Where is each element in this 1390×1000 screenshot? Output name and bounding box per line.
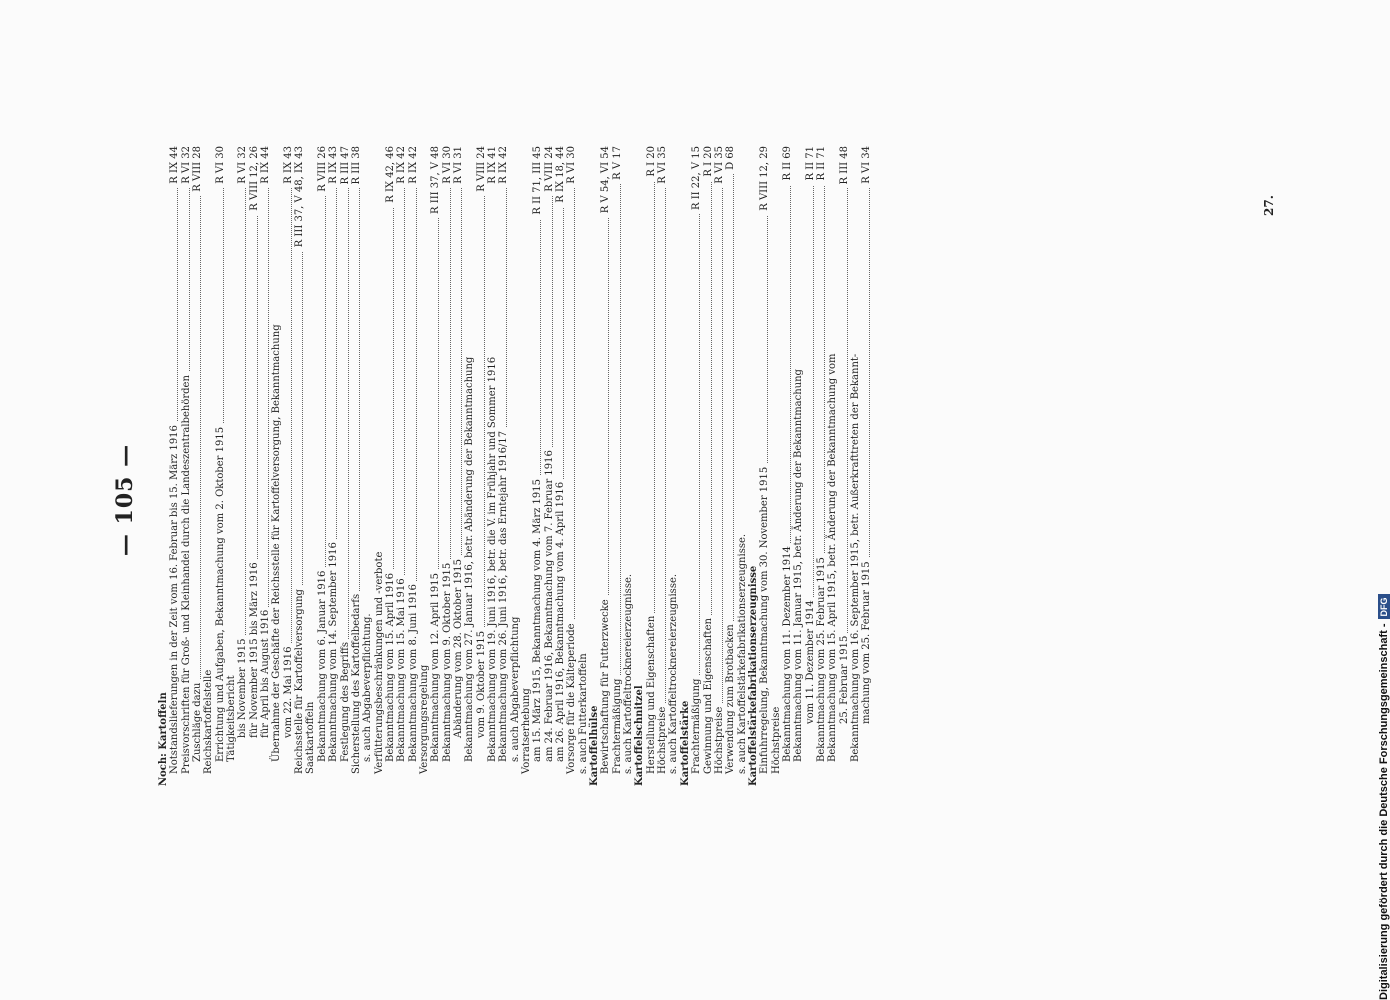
entry-reference: R II 71: [816, 146, 827, 185]
entry-reference: R IX 41: [487, 146, 498, 188]
entry-text: Bekanntmachung vom 15. April 1916: [385, 570, 396, 762]
entry-text: Bekanntmachung vom 9. Oktober 1915: [442, 560, 453, 762]
index-entry: [317, 146, 328, 786]
entry-text: Reichskartoffelstelle: [203, 667, 214, 774]
index-entry: [703, 146, 714, 786]
entry-reference: R IX 42: [408, 146, 419, 188]
entry-reference: R IX 44: [260, 146, 271, 188]
entry-text: Vorsorge für die Kälteperiode: [566, 620, 577, 774]
entry-text: vom 9. Oktober 1915: [476, 628, 487, 738]
entry-reference: R II 71, III 45: [532, 146, 543, 219]
index-entry: [430, 146, 441, 786]
entry-text: Bekanntmachung vom 26. Juni 1916, betr. das Erntejahr 1916/17: [498, 428, 509, 762]
entry-reference: R VIII 26: [317, 146, 328, 196]
entry-reference: R VI 30: [215, 146, 226, 188]
entry-text: Kartoffelstärke: [680, 698, 691, 786]
entry-text: Verwendung zum Brotbacken: [725, 621, 736, 774]
index-entry: [555, 146, 566, 786]
entry-reference: R IX 42, 46: [385, 146, 396, 207]
entry-text: Bekanntmachung vom 15. April 1915, betr. Änderung der Bekanntmachung vom: [827, 351, 838, 763]
entry-text: Reichsstelle für Kartoffelversorgung: [294, 586, 305, 774]
index-entry: [181, 146, 192, 786]
index-entry: [442, 146, 453, 786]
entry-text: vom 11. Dezember 1914: [805, 597, 816, 724]
index-entry: [657, 146, 668, 786]
page-number: — 105 —: [112, 443, 138, 557]
index-entry: [600, 146, 611, 786]
entry-text: Kartoffelstärkefabrikationserzeugnisse: [748, 563, 759, 786]
index-entry: [328, 146, 339, 786]
index-entry: [623, 146, 634, 786]
entry-reference: R II 22, V 15: [691, 146, 702, 214]
entry-text: Noch: Kartoffeln: [158, 689, 169, 786]
entry-reference: R VI 35: [657, 146, 668, 188]
entry-reference: R IX 44: [169, 146, 180, 188]
entry-text: Bekanntmachung vom 6. Januar 1916: [317, 568, 328, 762]
entry-reference: R III 37, V 48, IX 43: [294, 146, 305, 251]
entry-reference: R III 47: [340, 146, 351, 188]
index-entry: [362, 146, 373, 786]
index-heading: [634, 146, 645, 786]
entry-text: am 24. Februar 1916, Bekanntmachung vom 7. Februar 1916: [544, 447, 555, 762]
entry-text: Saatkartoffeln: [305, 699, 316, 774]
index-entry: [249, 146, 260, 786]
entry-text: 25. Februar 1915: [839, 633, 850, 724]
entry-text: Bekanntmachung vom 11. Januar 1915, betr. Änderung der Bekanntmachung: [793, 366, 804, 762]
index-entry: [305, 146, 316, 786]
entry-text: für April bis August 1916: [260, 607, 271, 738]
index-entry: [510, 146, 521, 786]
index-entry: [646, 146, 657, 786]
entry-reference: R V 54, VI 54: [600, 146, 611, 217]
entry-text: Bekanntmachung vom 25. Februar 1915: [816, 554, 827, 762]
entry-reference: R VIII 12, 29: [759, 146, 770, 215]
entry-text: Einfuhrregelung, Bekanntmachung vom 30. November 1915: [759, 464, 770, 774]
entry-text: Bekanntmachung vom 16. September 1915, betr. Außerkrafttreten der Bekannt-: [850, 351, 861, 762]
entry-text: Bekanntmachung vom 8. Juni 1916: [408, 581, 419, 762]
index-heading: [589, 146, 600, 786]
entry-reference: R IX 42: [396, 146, 407, 188]
entry-text: am 26. April 1916, Bekanntmachung vom 4. April 1916: [555, 479, 566, 762]
index-entry: [850, 146, 861, 786]
index-entry: [260, 146, 271, 786]
index-entry: [226, 146, 237, 786]
entry-text: Versorgungsregelung: [419, 662, 430, 774]
index-entry: [861, 146, 872, 786]
entry-text: Bekanntmachung vom 15. Mai 1916: [396, 575, 407, 762]
index-entry: [396, 146, 407, 786]
entry-reference: R V 17: [612, 146, 623, 184]
entry-text: Tätigkeitsbericht: [226, 672, 237, 762]
side-note-text: Digitalisierung gefördert durch die Deutsche Forschungsgemeinschaft -: [1378, 623, 1390, 1000]
entry-reference: R VIII 24: [476, 146, 487, 196]
entry-reference: R VI 32: [237, 146, 248, 188]
entry-reference: R VI 34: [861, 146, 872, 188]
entry-reference: R VI 31: [453, 146, 464, 188]
entry-text: Frachtermäßigung: [612, 676, 623, 774]
entry-text: Übernahme der Geschäfte der Reichsstelle für Kartoffelversorgung, Bekanntmachung: [271, 321, 282, 762]
entry-text: machung vom 25. Februar 1915: [861, 558, 872, 724]
entry-reference: R II 71: [805, 146, 816, 185]
entry-reference: D 68: [725, 146, 736, 174]
index-heading: [748, 146, 759, 786]
index-entry: [805, 146, 816, 786]
index-entry: [215, 146, 226, 786]
entry-text: Frachtermäßigung: [691, 676, 702, 774]
footer-number: 27.: [1262, 195, 1276, 216]
entry-text: vom 22. Mai 1916: [283, 644, 294, 738]
entry-text: Vorratserhebung: [521, 685, 532, 774]
entry-text: Höchstpreise: [771, 704, 782, 774]
index-entry: [578, 146, 589, 786]
entry-reference: R IX 43: [328, 146, 339, 188]
index-entry: [294, 146, 305, 786]
index-entry: [464, 146, 475, 786]
index-entry: [385, 146, 396, 786]
index-heading: [158, 146, 169, 786]
entry-reference: R VIII 28: [192, 146, 203, 196]
entry-text: s. auch Kartoffeltrocknereierzeugnisse.: [623, 571, 634, 774]
entry-text: bis November 1915: [237, 636, 248, 738]
index-entry: [237, 146, 248, 786]
index-entry: [351, 146, 362, 786]
entry-text: Errichtung und Aufgaben, Bekanntmachung vom 2. Oktober 1915: [215, 424, 226, 762]
index-entry: [271, 146, 282, 786]
entry-text: s. auch Abgabeverpflichtung: [510, 614, 521, 762]
index-entry: [283, 146, 294, 786]
index-entry: [487, 146, 498, 786]
index-entry: [532, 146, 543, 786]
entry-reference: R VI 35: [714, 146, 725, 188]
entry-text: Verfütterungsbeschränkungen und -verbote: [374, 549, 385, 774]
entry-text: s. auch Abgabeverpflichtung.: [362, 610, 373, 762]
entry-text: Höchstpreise: [714, 704, 725, 774]
index-entry: [714, 146, 725, 786]
entry-text: Sicherstellung des Kartoffelbedarfs: [351, 591, 362, 774]
entry-text: Festlegung des Begriffs: [340, 639, 351, 762]
index-entry: [691, 146, 702, 786]
entry-text: Bekanntmachung vom 12. April 1915: [430, 570, 441, 762]
index-entry: [566, 146, 577, 786]
entry-reference: R I 20: [646, 146, 657, 181]
index-entry: [192, 146, 203, 786]
entry-reference: R VI 30: [566, 146, 577, 188]
entry-text: Kartoffelschnitzel: [634, 682, 645, 786]
index-entry: [498, 146, 509, 786]
entry-reference: R I 20: [703, 146, 714, 181]
index-entry: [816, 146, 827, 786]
index-entry: [668, 146, 679, 786]
index-entry: [340, 146, 351, 786]
index-entry: [793, 146, 804, 786]
index-entry: [544, 146, 555, 786]
index-entry: [521, 146, 532, 786]
index-entry: [169, 146, 180, 786]
index-entry: [408, 146, 419, 786]
entry-text: Bewirtschaftung für Futterzwecke: [600, 596, 611, 774]
entry-text: Zuschläge dazu: [192, 680, 203, 762]
entry-reference: R VI 32: [181, 146, 192, 188]
entry-reference: R III 38: [351, 146, 362, 188]
entry-text: für November 1915 bis März 1916: [249, 559, 260, 738]
index-entry: [476, 146, 487, 786]
entry-reference: R III 37, V 48: [430, 146, 441, 218]
index-entry: [782, 146, 793, 786]
entry-reference: R IX 42: [498, 146, 509, 188]
entry-text: Herstellung und Eigenschaften: [646, 613, 657, 774]
index-entry: [725, 146, 736, 786]
entry-text: am 15. März 1915, Bekanntmachung vom 4. März 1915: [532, 476, 543, 762]
entry-text: s. auch Futterkartoffeln: [578, 650, 589, 774]
side-note: [1378, 10, 1390, 1000]
entry-text: Preisvorschriften für Groß- und Kleinhandel durch die Landeszentralbehörden: [181, 372, 192, 774]
entry-reference: R IX 18, 44: [555, 146, 566, 207]
entry-text: Höchstpreise: [657, 704, 668, 774]
entry-text: Bekanntmachung vom 19. Juni 1916, betr. die V. im Frühjahr und Sommer 1916: [487, 354, 498, 762]
entry-reference: R VI 30: [442, 146, 453, 188]
entry-text: Bekanntmachung vom 14. September 1916: [328, 539, 339, 762]
entry-reference: R II 69: [782, 146, 793, 185]
entry-text: Gewinnung und Eigenschaften: [703, 615, 714, 774]
entry-reference: R VIII 24: [544, 146, 555, 196]
entry-text: Bekanntmachung vom 27. Januar 1916, betr. Abänderung der Bekanntmachung: [464, 354, 475, 762]
entry-text: s. auch Kartoffeltrocknereierzeugnisse.: [668, 571, 679, 774]
index-entry: [839, 146, 850, 786]
entry-text: Abänderung vom 28. Oktober 1915: [453, 556, 464, 738]
entry-reference: R VIII 12, 26: [249, 146, 260, 215]
dfg-logo: DFG: [1378, 594, 1390, 619]
index-entry: [453, 146, 464, 786]
entry-reference: R IX 43: [283, 146, 294, 188]
entry-text: s. auch Kartoffelstärkefabrikationserzeugnisse.: [737, 531, 748, 774]
index-entry: [737, 146, 748, 786]
index-entry: [827, 146, 838, 786]
index-list: [158, 146, 873, 786]
entry-reference: R III 48: [839, 146, 850, 188]
index-entry: [771, 146, 782, 786]
index-entry: [374, 146, 385, 786]
entry-text: Kartoffelhülse: [589, 703, 600, 786]
index-entry: [612, 146, 623, 786]
index-entry: [759, 146, 770, 786]
entry-text: Notstandslieferungen in der Zeit vom 16. Februar bis 15. März 1916: [169, 422, 180, 774]
index-entry: [203, 146, 214, 786]
index-entry: [419, 146, 430, 786]
entry-text: Bekanntmachung vom 11. Dezember 1914: [782, 543, 793, 762]
index-heading: [680, 146, 691, 786]
